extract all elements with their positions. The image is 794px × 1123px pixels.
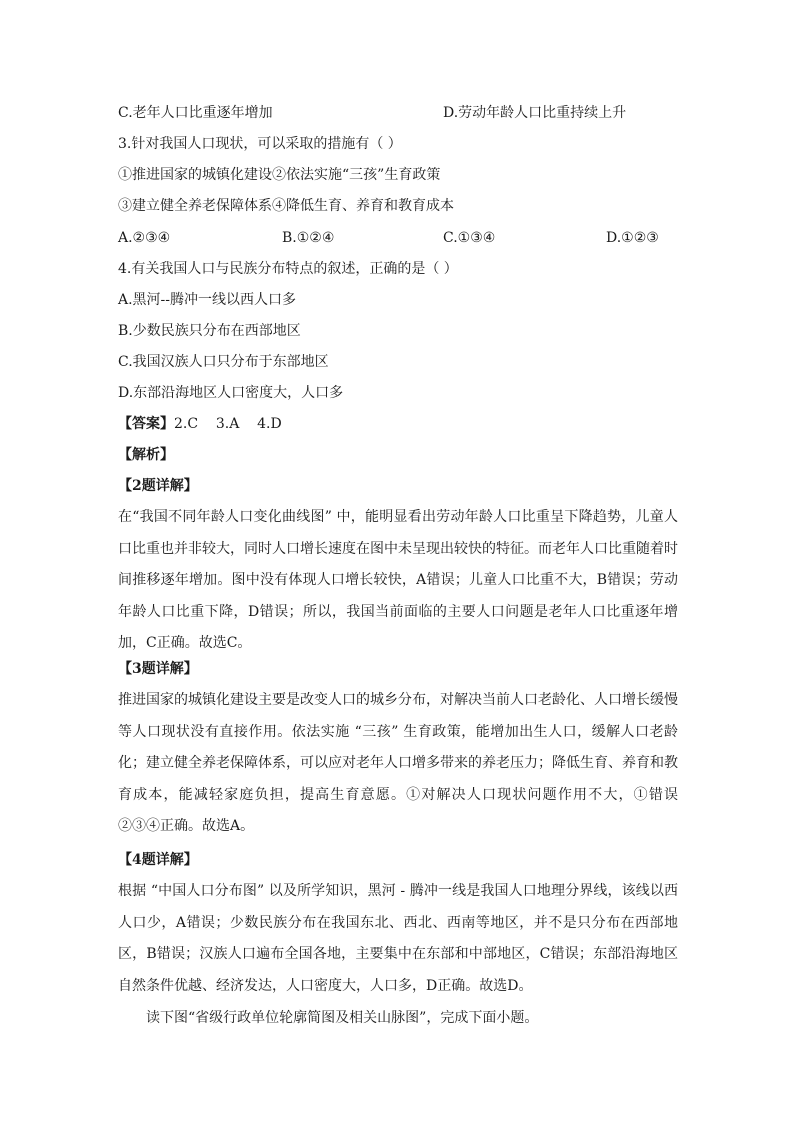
q4-stem: 4.有关我国人口与民族分布特点的叙述，正确的是（ ） — [118, 261, 458, 277]
q3-option-c: C.①③④ — [443, 230, 496, 246]
q3-option-a: A.②③④ — [118, 230, 171, 246]
q3-items-line1: ①推进国家的城镇化建设②依法实施“三孩”生育政策 — [118, 167, 441, 183]
answer-text: 2.C 3.A 4.D — [174, 416, 282, 432]
detail2-heading: 【2题详解】 — [118, 478, 198, 494]
detail4-heading: 【4题详解】 — [118, 852, 198, 868]
detail3-body: 推进国家的城镇化建设主要是改变人口的城乡分布，对解决当前人口老龄化、人口增长缓慢等人口现状没有直接作用。依法实施 “三孩” 生育政策，能增加出生人口，缓解人口老龄化；建立健全养老保障体系，可以应对老年人口增多带来的养老压力；降低生育、养育和教育成本，能减轻家庭负担，提高生育意愿。①对解决人口现状问题作用不大，①错误 ②③④正确。故选A。 — [118, 692, 678, 834]
q3-items-line2: ③建立健全养老保障体系④降低生育、养育和教育成本 — [118, 198, 454, 214]
detail4-body: 根据 “中国人口分布图” 以及所学知识，黑河 - 腾冲一线是我国人口地理分界线，该线以西人口少，A错误；少数民族分布在我国东北、西北、西南等地区，并不是只分布在西部地区，B错误；汉族人口遍布全国各地，主要集中在东部和中部地区，C错误；东部沿海地区自然条件优越、经济发达，人口密度大，人口多，D正确。故选D。 — [118, 883, 678, 994]
q4-option-c: C.我国汉族人口只分布于东部地区 — [118, 354, 329, 370]
q3-option-b: B.①②④ — [282, 230, 335, 246]
q2-option-d: D.劳动年龄人口比重持续上升 — [443, 105, 627, 121]
q2-option-c: C.老年人口比重逐年增加 — [118, 105, 273, 121]
q4-option-b: B.少数民族只分布在西部地区 — [118, 323, 301, 339]
answer-label: 【答案】 — [118, 416, 174, 432]
detail3-heading: 【3题详解】 — [118, 661, 198, 677]
q3-stem: 3.针对我国人口现状，可以采取的措施有（ ） — [118, 136, 402, 152]
answer-line — [118, 414, 282, 434]
analysis-heading: 【解析】 — [118, 447, 174, 463]
q3-option-d: D.①②③ — [606, 230, 659, 246]
detail2-body: 在“我国不同年龄人口变化曲线图” 中，能明显看出劳动年龄人口比重呈下降趋势，儿童人口比重也并非较大，同时人口增长速度在图中未呈现出较快的特征。而老年人口比重随着时间推移逐年增加。图中没有体现人口增长较快，A错误；儿童人口比重不大，B错误；劳动年龄人口比重下降，D错误；所以，我国当前面临的主要人口问题是老年人口比重逐年增加，C正确。故选C。 — [118, 509, 678, 651]
q4-option-d: D.东部沿海地区人口密度大，人口多 — [118, 385, 344, 401]
q4-option-a: A.黑河--腾冲一线以西人口多 — [118, 292, 297, 308]
next-question-intro: 读下图“省级行政单位轮廓简图及相关山脉图”，完成下面小题。 — [146, 1010, 539, 1026]
